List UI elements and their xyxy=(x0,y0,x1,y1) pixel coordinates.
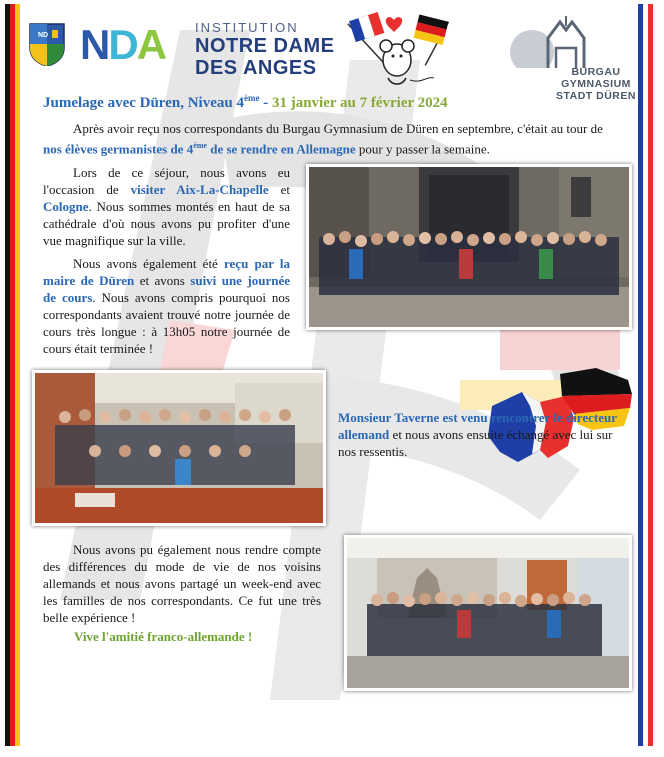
title-main: Jumelage avec Düren, Niveau 4 xyxy=(43,95,244,111)
paragraph-families xyxy=(43,541,321,626)
burgau-gymnasium-name xyxy=(556,66,636,102)
para1-c: . Nous sommes montés en haut de sa cathédrale d'où nous avons pu profiter d'une vue magnifique sur la ville. xyxy=(43,199,290,248)
intro-paragraph xyxy=(43,120,621,157)
para4-text: Nous avons pu également nous rendre compte des différences du mode de vie de nos voisins allemands et nous avons partagé un week-end avec les familles de nos correspondants. Ce fut une très belle expérience ! xyxy=(43,542,321,625)
partner-line2: GYMNASIUM xyxy=(561,78,631,90)
para1-highlight-aix: visiter Aix-La-Chapelle xyxy=(130,182,269,197)
para1-a: Lors de ce séjour, nous avons eu l'occasion de xyxy=(43,165,290,197)
para2-b: et avons xyxy=(134,273,191,288)
closing-line: Vive l'amitié franco-allemande ! xyxy=(74,629,253,644)
paragraph-director xyxy=(338,409,628,460)
photo-group-hallway xyxy=(344,535,632,691)
nda-logo xyxy=(80,22,180,68)
paragraph-mayor xyxy=(43,255,290,357)
intro-before: Après avoir reçu nos correspondants du Burgau Gymnasium de Düren en septembre, c'était au tour de xyxy=(73,121,603,136)
partner-line1: BURGAU xyxy=(571,66,621,78)
para2-highlight-classes: suivi une journée de cours xyxy=(43,273,290,305)
para2-a: Nous avons également été xyxy=(73,256,224,271)
para2-highlight-mayor: reçu par la maire de Düren xyxy=(43,256,291,288)
institution-name xyxy=(195,21,334,78)
nda-letter-a: A xyxy=(136,21,166,68)
para3-highlight-taverne: Monsieur Taverne est venu rencontrer le directeur allemand xyxy=(338,410,617,442)
photo-group-cathedral xyxy=(306,164,632,330)
school-crest-icon xyxy=(28,22,66,66)
right-stripe-red xyxy=(648,4,653,746)
para3-b: et nous avons ensuite échangé avec lui sur nos ressentis. xyxy=(338,427,613,459)
svg-text:ND: ND xyxy=(38,32,49,39)
para2-c: . Nous avons compris pourquoi nos correspondants avaient trouvé notre journée de cours très longue : à 13h05 notre journée de cours était terminée ! xyxy=(43,290,290,356)
intro-after: pour y passer la semaine. xyxy=(355,141,490,157)
title-superscript: ème xyxy=(243,93,260,103)
institution-line2: NOTRE DAME xyxy=(195,35,335,57)
article-title xyxy=(43,93,448,112)
partner-line3: STADT DÜREN xyxy=(556,90,636,102)
mascot-flags-icon xyxy=(342,8,457,94)
para1-highlight-cologne: Cologne xyxy=(43,199,89,214)
para1-b: et xyxy=(268,182,290,197)
title-separator: - xyxy=(259,95,272,111)
burgau-gymnasium-logo-icon xyxy=(508,16,630,68)
nda-letter-d: D xyxy=(108,21,137,68)
institution-line3: DES ANGES xyxy=(195,57,317,79)
institution-line1: INSTITUTION xyxy=(195,20,299,35)
photo-group-school-hall xyxy=(32,370,326,526)
nda-letter-n: N xyxy=(80,21,109,68)
paragraph-visit xyxy=(43,164,290,249)
intro-highlight-a: nos élèves germanistes de 4 xyxy=(43,141,194,157)
intro-highlight-b: de se rendre en Allemagne xyxy=(206,141,356,157)
intro-highlight-sup: ème xyxy=(193,141,207,150)
title-dates: 31 janvier au 7 février 2024 xyxy=(271,95,448,111)
